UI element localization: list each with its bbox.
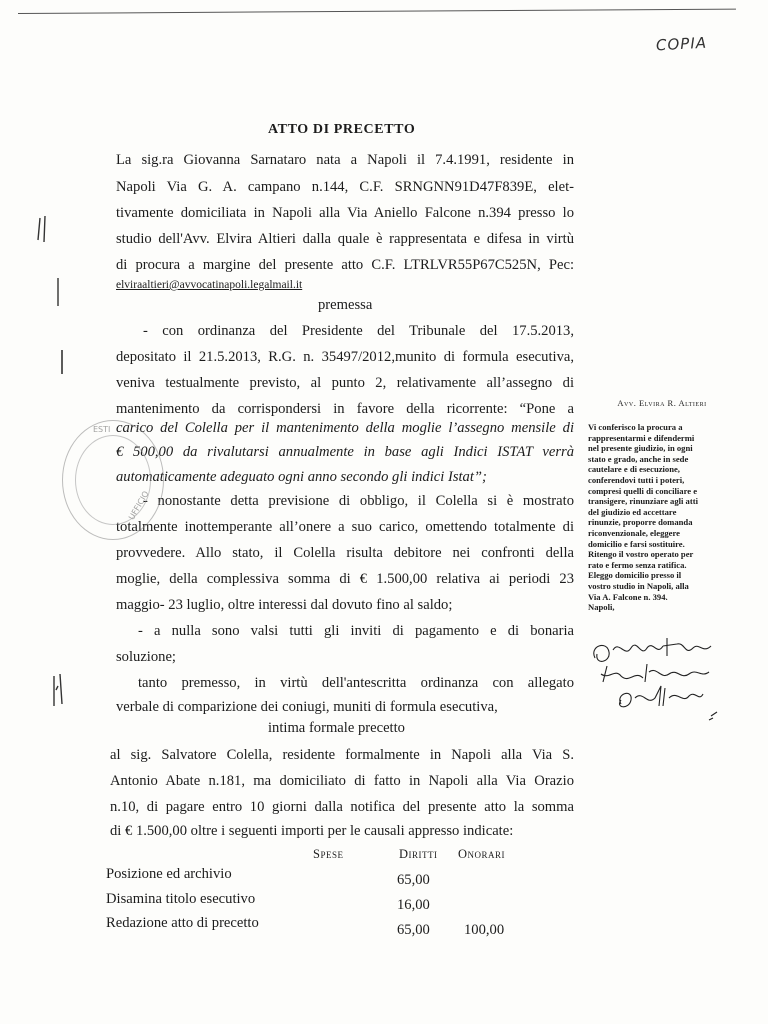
closing-line: n.10, di pagare entro 10 giorni dalla notifica del presente atto la somma bbox=[110, 799, 574, 815]
table-row-label: Redazione atto di precetto bbox=[106, 915, 259, 931]
table-header-onorari: Onorari bbox=[458, 847, 506, 861]
mandate-line: del giudizio ed accettare bbox=[588, 506, 677, 517]
mandate-line: Via A. Falcone n. 394. bbox=[588, 591, 668, 602]
table-cell-onorari: 100,00 bbox=[464, 922, 505, 938]
paragraph-line: totalmente inottemperante all’onere a suo carico, omettendo totalmente di bbox=[116, 519, 574, 535]
paragraph-line: maggio- 23 luglio, oltre interessi dal dovuto fino al saldo; bbox=[116, 597, 453, 613]
mandate-line: conferendovi tutti i poteri, bbox=[588, 474, 685, 485]
table-row-label: Posizione ed archivio bbox=[106, 866, 232, 882]
table-cell-diritti: 65,00 bbox=[397, 922, 430, 938]
quoted-ordinance-line: € 500,00 da rivalutarsi annualmente in base agli Indici ISTAT verrà bbox=[116, 444, 574, 460]
table-row-label: Disamina titolo esecutivo bbox=[106, 891, 256, 907]
intro-line: Napoli Via G. A. campano n.144, C.F. SRNGNN91D47F839E, elet- bbox=[116, 179, 574, 195]
quoted-ordinance-line: automaticamente adeguato ogni anno secondo gli indici Istat”; bbox=[116, 469, 487, 485]
mandate-line: Ritengo il vostro operato per bbox=[588, 549, 694, 560]
mandate-line: riconvenzionale, eleggere bbox=[588, 527, 680, 538]
mandate-line: Vi conferisco la procura a bbox=[588, 422, 683, 432]
mandate-line: domicilio e farsi sostituire. bbox=[588, 538, 685, 549]
document-title: ATTO DI PRECETTO bbox=[268, 122, 416, 137]
mandate-line: transigere, rinunziare agli atti bbox=[588, 496, 698, 507]
copy-stamp: COPIA bbox=[655, 33, 708, 55]
paragraph-line: soluzione; bbox=[116, 649, 176, 665]
mandate-line: compresi quelli di conciliare e bbox=[588, 485, 698, 496]
mandate-text bbox=[588, 422, 736, 613]
mandate-line: rappresentarmi e difendermi bbox=[588, 432, 695, 443]
paragraph-line: mantenimento da corrispondersi in favore della ricorrente: “Pone a bbox=[116, 401, 574, 417]
paragraph-line: - con ordinanza del Presidente del Tribunale del 17.5.2013, bbox=[143, 323, 574, 339]
paragraph-line: veniva testualmente previsto, al punto 2, relativamente all’assegno di bbox=[116, 375, 574, 391]
quoted-ordinance-line: carico del Colella per il mantenimento della moglie l’assegno mensile di bbox=[116, 420, 574, 436]
intro-line: studio dell'Avv. Elvira Altieri dalla quale è rappresentata e difesa in virtù bbox=[116, 231, 574, 247]
paragraph-line: depositato il 21.5.2013, R.G. n. 35497/2012,munito di formula esecutiva, bbox=[116, 349, 574, 365]
mandate-line: Eleggo domicilio presso il bbox=[588, 570, 682, 581]
table-cell-diritti: 65,00 bbox=[397, 872, 430, 888]
premessa-heading: premessa bbox=[318, 297, 373, 313]
stamp-side-text: UFFICIO bbox=[127, 489, 151, 522]
closing-line: Antonio Abate n.181, ma domiciliato di fatto in Napoli alla Via Orazio bbox=[110, 773, 574, 789]
mandate-title: Avv. Elvira R. Altieri bbox=[617, 398, 707, 408]
table-cell-diritti: 16,00 bbox=[397, 897, 430, 913]
mandate-line: rato e fermo senza ratifica. bbox=[588, 559, 687, 570]
mandate-line: cautelare e di esecuzione, bbox=[588, 464, 680, 475]
mandate-line: nel presente giudizio, in ogni bbox=[588, 443, 693, 454]
stamp-top-text: ESTI bbox=[93, 425, 111, 434]
paragraph-line: moglie, della complessiva somma di € 1.500,00 relativa ai periodi 23 bbox=[116, 571, 574, 587]
mandate-line: stato e grado, anche in sede bbox=[588, 453, 689, 464]
closing-line: al sig. Salvatore Colella, residente formalmente in Napoli alla Via S. bbox=[110, 747, 574, 763]
pec-address: elviraaltieri@avvocatinapoli.legalmail.it bbox=[116, 279, 303, 291]
intima-heading: intima formale precetto bbox=[268, 720, 405, 736]
intro-line: tivamente domiciliata in Napoli alla Via Aniello Falcone n.394 presso lo bbox=[116, 205, 574, 221]
intro-line: di procura a margine del presente atto C.F. LTRLVR55P67C525N, Pec: bbox=[116, 257, 574, 273]
mandate-line: Napoli, bbox=[588, 602, 615, 613]
paragraph-line: tanto premesso, in virtù dell'antescritta ordinanza con allegato bbox=[138, 675, 574, 691]
office-stamp bbox=[62, 420, 164, 540]
paragraph-line: - a nulla sono valsi tutti gli inviti di pagamento e di bonaria bbox=[138, 623, 574, 639]
client-signature bbox=[585, 628, 745, 728]
paragraph-line: - nonostante detta previsione di obbligo, il Colella si è mostrato bbox=[143, 493, 574, 509]
table-header-spese: Spese bbox=[313, 847, 344, 861]
closing-line: di € 1.500,00 oltre i seguenti importi per le causali appresso indicate: bbox=[110, 823, 514, 839]
margin-mandate bbox=[588, 398, 736, 613]
mandate-line: rinunzie, proporre domanda bbox=[588, 517, 693, 528]
intro-line: La sig.ra Giovanna Sarnataro nata a Napoli il 7.4.1991, residente in bbox=[116, 152, 574, 168]
margin-ink-marks bbox=[28, 210, 68, 730]
paragraph-line: verbale di comparizione dei coniugi, muniti di formula esecutiva, bbox=[116, 699, 498, 715]
table-header-diritti: Diritti bbox=[399, 847, 438, 861]
paragraph-line: provvedere. Allo stato, il Colella risulta debitore nei confronti della bbox=[116, 545, 574, 561]
mandate-line: vostro studio in Napoli, alla bbox=[588, 580, 689, 591]
